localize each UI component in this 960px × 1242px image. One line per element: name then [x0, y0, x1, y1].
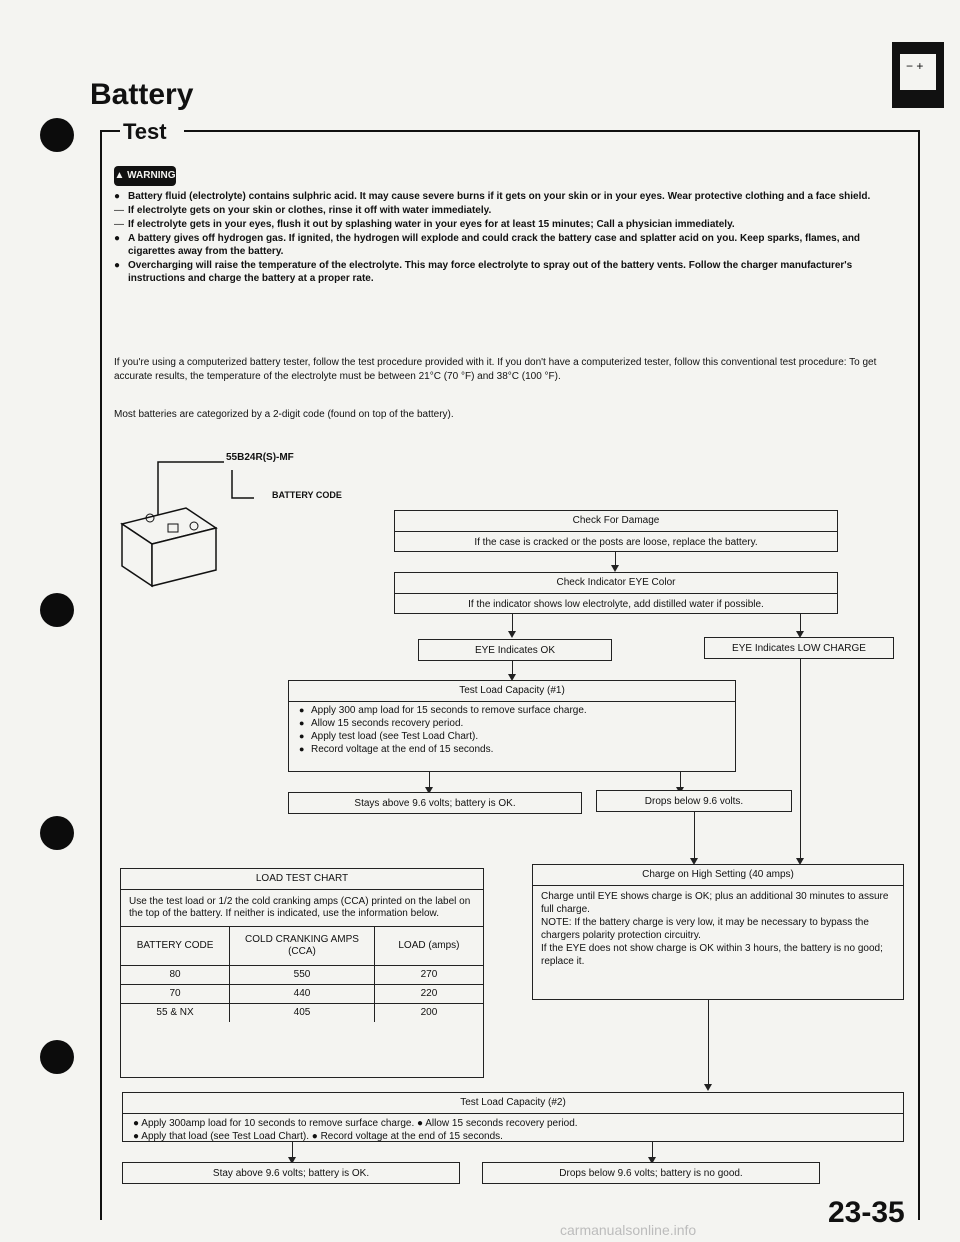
svg-text:− +: − +: [906, 59, 924, 73]
binder-hole: [40, 1040, 74, 1074]
warning-item: — If electrolyte gets in your eyes, flush it out by splashing water in your eyes for at least 15 minutes; Call a physician immediately.: [114, 218, 906, 231]
drops-below-final-box: Drops below 9.6 volts; battery is no good.: [482, 1162, 820, 1184]
binder-hole: [40, 118, 74, 152]
box-title: Charge on High Setting (40 amps): [533, 865, 903, 886]
table-cell: 55 & NX: [121, 1004, 230, 1023]
table-cell: 220: [374, 985, 483, 1004]
categorized-paragraph: Most batteries are categorized by a 2-digit code (found on top of the battery).: [114, 409, 454, 420]
list-item: ● Apply test load (see Test Load Chart).: [299, 730, 725, 743]
list-item: ● Apply 300 amp load for 15 seconds to remove surface charge.: [299, 704, 725, 717]
battery-code-caption: BATTERY CODE: [272, 490, 342, 500]
battery-diagram: [116, 448, 386, 588]
stays-above-box: Stays above 9.6 volts; battery is OK.: [288, 792, 582, 814]
warning-item: — If electrolyte gets on your skin or clothes, rinse it off with water immediately.: [114, 204, 906, 217]
warning-list: [114, 190, 906, 286]
check-damage-box: [394, 510, 838, 552]
table-cell: 440: [230, 985, 375, 1004]
test2-line: ● Apply that load (see Test Load Chart). ● Record voltage at the end of 15 seconds.: [133, 1131, 503, 1142]
chart-description: Use the test load or 1/2 the cold cranking amps (CCA) printed on the label on the top of the battery. If neither is indicated, use the information below.: [129, 896, 471, 919]
box-title: Check Indicator EYE Color: [395, 573, 837, 594]
intro-paragraph: If you're using a computerized battery tester, follow the test procedure provided with it. If you don't have a computerized tester, follow this conventional test procedure: To get accurate results, the temperature of the electrolyte must be between 21°C (70 °F) and 38°C (100 °F).: [114, 357, 877, 382]
test2-line: ● Apply 300amp load for 10 seconds to remove surface charge. ● Allow 15 seconds recovery period.: [133, 1118, 578, 1129]
box-body: Charge until EYE shows charge is OK; plus an additional 30 minutes to assure full charge. NOTE: If the battery charge is very low, it may be necessary to bypass the chargers polarity protection circuitry. If the EYE does not show charge is OK within 3 hours, the battery is no good; replace it.: [541, 891, 889, 967]
load-table: [121, 926, 483, 1022]
header-cell: COLD CRANKING AMPS (CCA): [230, 927, 375, 966]
test-load-capacity-1-box: [288, 680, 736, 772]
chart-title: LOAD TEST CHART: [121, 869, 483, 890]
box-title: Test Load Capacity (#2): [123, 1093, 903, 1114]
table-cell: 200: [374, 1004, 483, 1023]
list-item: ● Allow 15 seconds recovery period.: [299, 717, 725, 730]
box-body: If the case is cracked or the posts are loose, replace the battery.: [474, 537, 758, 548]
page-number: 23-35: [828, 1196, 905, 1229]
battery-code-example: 55B24R(S)-MF: [226, 452, 294, 463]
table-cell: 405: [230, 1004, 375, 1023]
header-cell: LOAD (amps): [374, 927, 483, 966]
box-title: Test Load Capacity (#1): [289, 681, 735, 702]
table-cell: 70: [121, 985, 230, 1004]
check-indicator-box: [394, 572, 838, 614]
header-cell: BATTERY CODE: [121, 927, 230, 966]
table-row: [121, 1004, 483, 1023]
warning-item: ● Battery fluid (electrolyte) contains sulphric acid. It may cause severe burns if it gets on your skin or in your eyes. Wear protective clothing and a face shield.: [114, 190, 906, 203]
load-test-chart: [120, 868, 484, 1078]
box-body: If the indicator shows low electrolyte, add distilled water if possible.: [468, 599, 764, 610]
drops-below-box: Drops below 9.6 volts.: [596, 790, 792, 812]
warning-item: ● A battery gives off hydrogen gas. If ignited, the hydrogen will explode and could crack the battery case and splatter acid on you. Keep sparks, flames, and cigarettes away from the battery.: [114, 232, 906, 258]
table-cell: 550: [230, 966, 375, 985]
test-load-capacity-2-box: [122, 1092, 904, 1142]
section-heading: Test: [123, 119, 167, 144]
table-row: [121, 966, 483, 985]
table-header-row: [121, 927, 483, 966]
test1-steps: [289, 702, 735, 760]
battery-icon: [892, 42, 944, 108]
table-row: [121, 985, 483, 1004]
box-title: Check For Damage: [395, 511, 837, 532]
binder-hole: [40, 816, 74, 850]
table-cell: 80: [121, 966, 230, 985]
binder-hole: [40, 593, 74, 627]
eye-ok-box: EYE Indicates OK: [418, 639, 612, 661]
table-cell: 270: [374, 966, 483, 985]
stay-above-final-box: Stay above 9.6 volts; battery is OK.: [122, 1162, 460, 1184]
warning-item: ● Overcharging will raise the temperature of the electrolyte. This may force electrolyte to spray out of the battery vents. Follow the charger manufacturer's instructions and charge the battery at a proper rate.: [114, 259, 906, 285]
warning-badge: ▲ WARNING: [114, 166, 176, 186]
list-item: ● Record voltage at the end of 15 seconds.: [299, 743, 725, 756]
charge-high-setting-box: [532, 864, 904, 1000]
watermark: carmanualsonline.info: [560, 1222, 697, 1238]
eye-low-charge-box: EYE Indicates LOW CHARGE: [704, 637, 894, 659]
page-title: Battery: [90, 78, 194, 111]
